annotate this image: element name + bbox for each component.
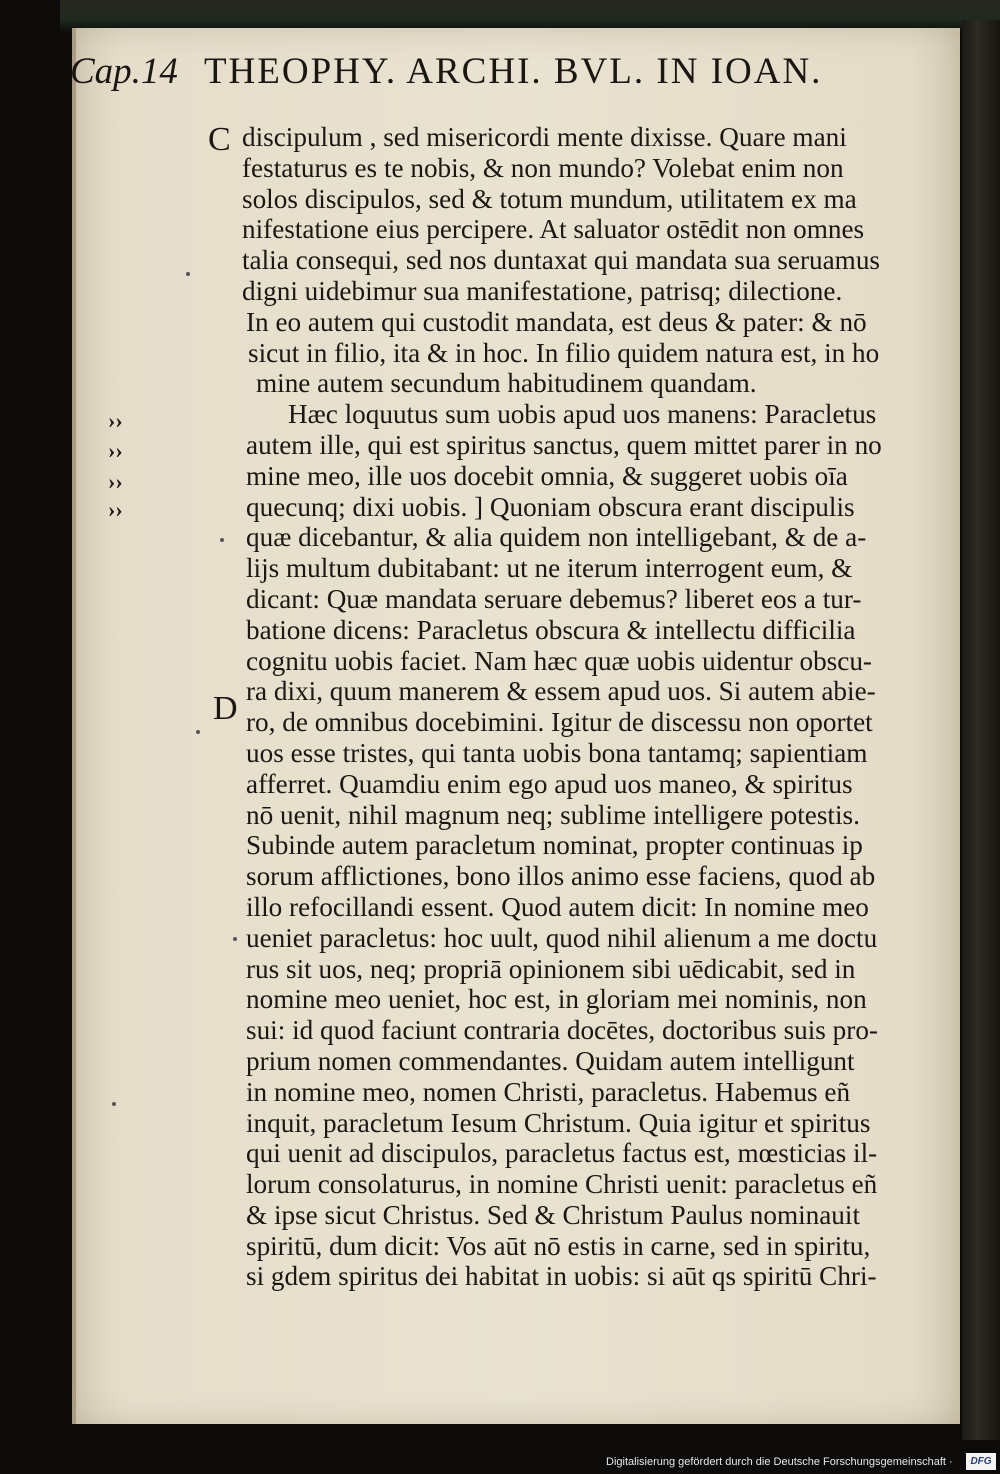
text-line: solos discipulos, sed & totum mundum, utilitatem ex ma (242, 183, 857, 214)
text-line: ueniet paracletus: hoc uult, quod nihil alienum a me doctu (246, 922, 878, 953)
text-line: sicut in filio, ita & in hoc. In filio quidem natura est, in ho (248, 337, 880, 368)
text-line: lijs multum dubitabant: ut ne iterum interrogent eum, & (246, 553, 853, 584)
running-header (70, 50, 860, 100)
text-line: batione dicens: Paracletus obscura & intellectu difficilia (246, 614, 856, 645)
text-line: ro, de omnibus docebimini. Igitur de discessu non oportet (246, 707, 873, 738)
text-line: prium nomen commendantes. Quidam autem intelligunt (246, 1045, 855, 1076)
text-line: cognitu uobis faciet. Nam hæc quæ uobis uidentur obscu- (246, 645, 872, 676)
text-line: in nomine meo, nomen Christi, paracletus. Habemus eñ (246, 1076, 851, 1107)
text-line: digni uidebimur sua manifestatione, patrisq; dilectione. (242, 275, 843, 306)
text-line: Subinde autem paracletum nominat, propter continuas ip (246, 830, 863, 861)
digitization-credit: Digitalisierung gefördert durch die Deutsche Forschungsgemeinschaft · (606, 1456, 953, 1468)
text-line: spiritū, dum dicit: Vos aūt nō estis in carne, sed in spiritu, (246, 1230, 871, 1261)
text-line: sui: id quod faciunt contraria docētes, doctoribus suis pro- (246, 1015, 878, 1046)
text-line: sorum afflictiones, bono illos animo esse faciens, quod ab (246, 861, 876, 892)
text-line: nō uenit, nihil magnum neq; sublime intelligere potestis. (246, 799, 860, 830)
margin-quote-mark: ›› (108, 408, 123, 433)
margin-quote-mark: ›› (108, 438, 123, 463)
page-edge (72, 28, 76, 1424)
text-line: Hæc loquutus sum uobis apud uos manens: Paracletus (288, 399, 877, 430)
text-line: afferret. Quamdiu enim ego apud uos maneo, & spiritus (246, 768, 853, 799)
text-line: rus sit uos, neq; propriā opinionem sibi uēdicabit, sed in (246, 953, 856, 984)
text-line: dicant: Quæ mandata seruare debemus? liberet eos a tur- (246, 583, 862, 614)
text-line: si gdem spiritus dei habitat in uobis: si aūt qs spiritū Chri- (246, 1261, 877, 1292)
text-line: mine meo, ille uos docebit omnia, & suggeret uobis oīa (246, 460, 848, 491)
ink-speck (112, 1102, 116, 1106)
text-line: nomine meo ueniet, hoc est, in gloriam mei nominis, non (246, 984, 867, 1015)
text-line: In eo autem qui custodit mandata, est deus & pater: & nō (246, 306, 867, 337)
text-line: festaturus es te nobis, & non mundo? Volebat enim non (242, 152, 844, 183)
text-line: inquit, paracletum Iesum Christum. Quia igitur et spiritus (246, 1107, 871, 1138)
text-line: quecunq; dixi uobis. ] Quoniam obscura erant discipulis (246, 491, 855, 522)
text-line: autem ille, qui est spiritus sanctus, quem mittet parer in no (246, 429, 882, 460)
text-line: nifestatione eius percipere. At saluator ostēdit non omnes (242, 214, 865, 245)
text-line: lorum consolaturus, in nomine Christi uenit: paracletus eñ (246, 1169, 878, 1200)
text-line: & ipse sicut Christus. Sed & Christum Paulus nominauit (246, 1199, 861, 1230)
margin-quote-mark: ›› (108, 497, 123, 522)
dfg-logo: DFG (966, 1453, 996, 1470)
text-line: mine autem secundum habitudinem quandam. (256, 368, 757, 399)
chapter-label: Cap.14 (70, 51, 178, 92)
margin-marker-d: D (213, 690, 238, 727)
text-line: illo refocillandi essent. Quod autem dicit: In nomine meo (246, 891, 869, 922)
margin-quote-mark: ›› (108, 469, 123, 494)
text-line: quæ dicebantur, & alia quidem non intelligebant, & de a- (246, 522, 867, 553)
text-line: discipulum , sed misericordi mente dixisse. Quare mani (242, 122, 847, 152)
text-line: ra dixi, quum manerem & essem apud uos. Si autem abie- (246, 676, 876, 707)
text-line: uos esse tristes, qui tanta uobis bona tantamq; sapientiam (246, 737, 868, 768)
text-line: talia consequi, sed nos duntaxat qui mandata sua seruamus (242, 245, 880, 276)
running-title: THEOPHY. ARCHI. BVL. IN IOAN. (203, 51, 823, 92)
text-line: qui uenit ad discipulos, paracletus factus est, mœsticias il- (246, 1138, 878, 1169)
book-binding-right (962, 20, 1000, 1440)
body-text (170, 122, 882, 1292)
margin-marker-c: C (208, 121, 231, 158)
